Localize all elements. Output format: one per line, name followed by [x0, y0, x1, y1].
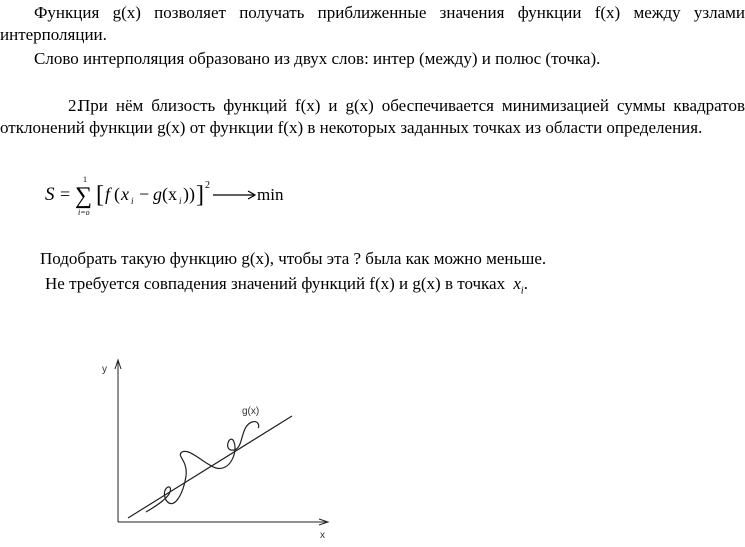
list-number: 2.: [68, 96, 81, 115]
summation-upper-limit: 1: [83, 175, 87, 184]
formula-bracket-open: [: [96, 182, 104, 208]
paragraph-text: Функция g(x) позволяет получать приближенные значения функции f(x) между узлами интерполяции.: [0, 3, 745, 44]
paragraph-text: При нём близость функций f(x) и g(x) обеспечивается минимизацией суммы квадратов отклонений функции g(x) от функции f(x) в некоторых заданных точках из области определения.: [0, 96, 745, 137]
variable-x: x: [513, 274, 521, 293]
formula-f: f: [105, 184, 111, 204]
paragraph-text: Не требуется совпадения значений функций f(x) и g(x) в точках: [45, 274, 506, 293]
formula-sub-i: i: [131, 196, 134, 206]
paragraph-least-squares: [0, 95, 745, 139]
paragraph-text: Подобрать такую функцию g(x), чтобы эта ? была как можно меньше.: [40, 249, 547, 268]
formula-inner: (x: [162, 184, 177, 204]
figure-background: [88, 340, 343, 542]
least-squares-formula: [45, 175, 345, 222]
formula-paren-open: (: [114, 184, 120, 204]
summation-sign: ∑: [75, 183, 93, 209]
formula-inner-close: )): [183, 184, 195, 204]
summation-lower-limit: i=o: [78, 208, 90, 217]
paragraph-interpolation-function: [0, 2, 745, 46]
curve-label: g(x): [242, 406, 260, 417]
paragraph-no-match: [45, 273, 745, 302]
formula-equals: =: [60, 184, 71, 204]
formula-inner-sub: i: [179, 196, 182, 206]
paragraph-end: .: [523, 274, 528, 293]
formula-minus: −: [139, 184, 150, 204]
paragraph-text: Слово интерполяция образовано из двух слов: интер (между) и полюс (точка).: [34, 49, 601, 68]
formula-target: min: [257, 185, 284, 204]
x-axis-label: x: [320, 530, 325, 541]
approximation-figure: [88, 340, 343, 542]
formula-g: g: [153, 184, 162, 204]
paragraph-goal: [40, 248, 740, 270]
formula-power: 2: [205, 180, 210, 191]
formula-bracket-close: ]: [196, 182, 204, 208]
formula-lhs: S: [45, 184, 55, 205]
y-axis-label: y: [102, 364, 107, 375]
variable-subscript: i: [520, 285, 524, 297]
paragraph-word-origin: [0, 48, 745, 70]
formula-x: x: [121, 184, 129, 204]
